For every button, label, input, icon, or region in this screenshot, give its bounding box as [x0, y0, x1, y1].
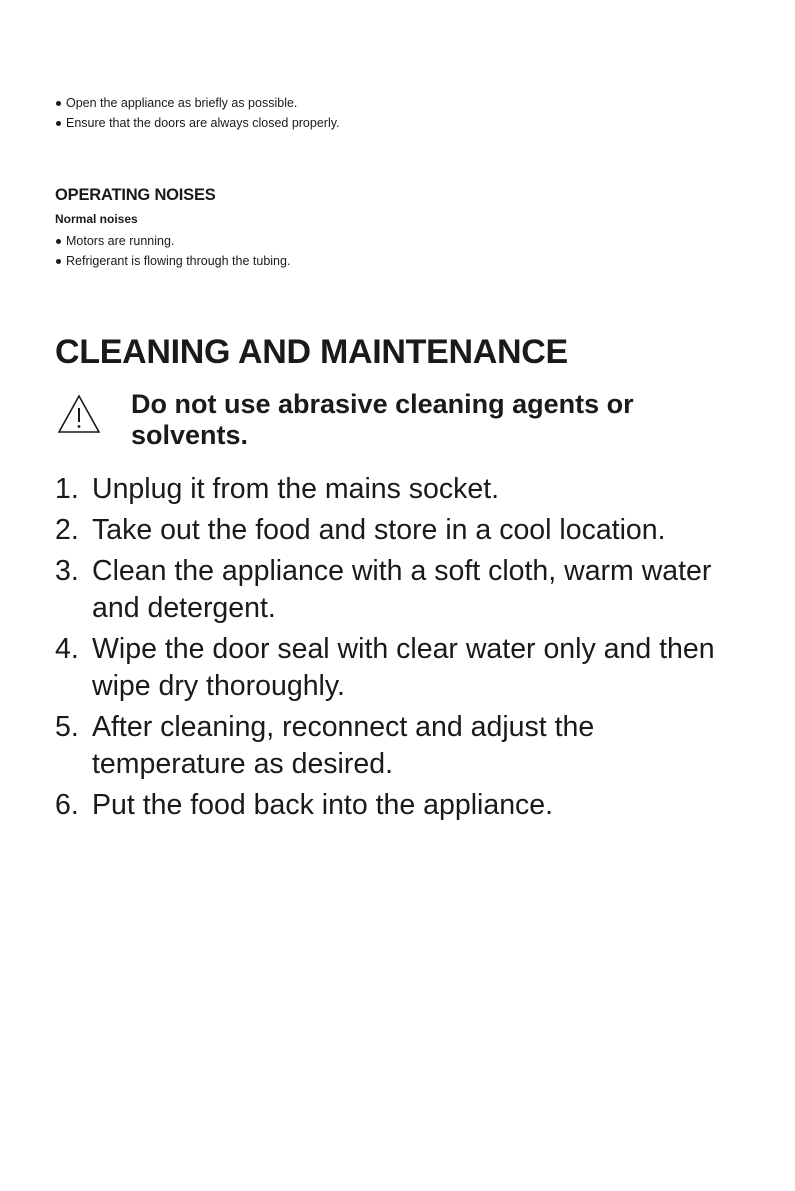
step-number: 4.	[55, 633, 79, 665]
step-text: Put the food back into the appliance.	[92, 789, 554, 821]
step-number: 3.	[55, 555, 79, 587]
step-text: Clean the appliance with a soft cloth, warm water and detergent.	[92, 555, 712, 624]
cleaning-maintenance-heading: CLEANING AND MAINTENANCE	[55, 333, 568, 371]
normal-noises-list	[55, 231, 290, 271]
list-item	[55, 787, 755, 824]
step-text: Wipe the door seal with clear water only and then wipe dry thoroughly.	[92, 633, 715, 702]
list-item	[55, 709, 755, 783]
step-number: 2.	[55, 514, 79, 546]
cleaning-steps-list	[55, 471, 755, 828]
step-text: After cleaning, reconnect and adjust the temperature as desired.	[92, 711, 595, 780]
warning-message: Do not use abrasive cleaning agents or solvents.	[131, 389, 634, 450]
list-item: Ensure that the doors are always closed properly.	[55, 113, 340, 133]
list-item	[55, 553, 755, 627]
operating-noises-heading: OPERATING NOISES	[55, 186, 216, 204]
step-number: 6.	[55, 789, 79, 821]
warning-triangle-icon	[57, 394, 101, 434]
normal-noises-subheading: Normal noises	[55, 212, 138, 226]
energy-tips-list	[55, 93, 340, 133]
list-item: Refrigerant is flowing through the tubing.	[55, 251, 290, 271]
step-text: Take out the food and store in a cool location.	[92, 514, 666, 546]
list-item	[55, 471, 755, 508]
list-item: Open the appliance as briefly as possible.	[55, 93, 340, 113]
step-text: Unplug it from the mains socket.	[92, 473, 500, 505]
step-number: 1.	[55, 473, 79, 505]
step-number: 5.	[55, 711, 79, 743]
list-item	[55, 512, 755, 549]
list-item: Motors are running.	[55, 231, 290, 251]
list-item	[55, 631, 755, 705]
